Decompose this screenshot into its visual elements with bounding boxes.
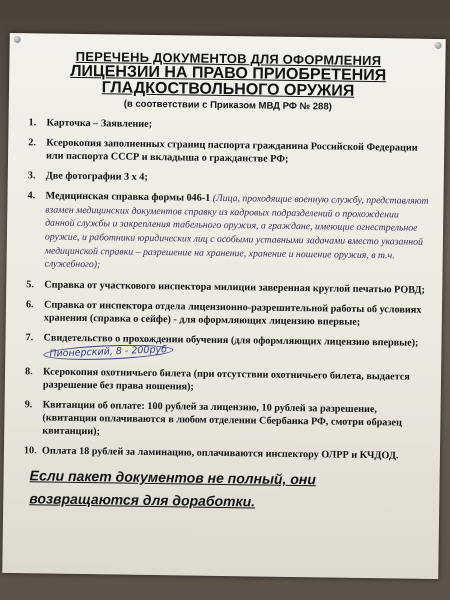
list-item	[24, 170, 430, 189]
item-text: Ксерокопия охотничьего билета (при отсутствии охотничьего билета, выдается разрешение без права ношения);	[42, 366, 410, 393]
list-item	[20, 444, 426, 463]
item-number: 8.	[24, 366, 33, 378]
item-number: 6.	[25, 298, 34, 310]
item-note: (Лица, проходящие военную службу, представляют взамен медицинских документов справку из кадровых подразделений о прохождении данной службы и закрепления табельного оружия, а граждане, имеющие огнестрельное оружие, и работники юридических лиц с особыми уставными задачами вместо указанной медицинской справки – разрешение на хранение, хранение и ношение оружия, в т.ч. служебного);	[44, 193, 429, 271]
notice-poster	[2, 33, 445, 579]
item-text: Оплата 18 рублей за ламинацию, оплачиваются инспектору ОЛРР и КЧДОД.	[41, 445, 399, 462]
item-number: 5.	[26, 278, 35, 290]
pin-icon	[435, 42, 442, 49]
list-item	[21, 365, 427, 397]
item-number: 4.	[27, 190, 36, 202]
list-item	[21, 331, 427, 364]
title-line-2: ЛИЦЕНЗИИ НА ПРАВО ПРИОБРЕТЕНИЯ	[70, 62, 387, 84]
item-text: Свидетельство о прохождении обучения (для оформляющих лицензию впервые);	[43, 332, 419, 349]
item-text: Справка от участкового инспектора милиции заверенная круглой печатью РОВД;	[44, 279, 426, 296]
footer-line-1: Если пакет документов не полный, они	[29, 467, 316, 488]
item-text: Справка от инспектора отдела лицензионно-разрешительной работы об условиях хранения (справка о сейфе) - для оформляющих лицензию впервые;	[43, 299, 422, 328]
list-item	[22, 298, 428, 330]
item-number: 2.	[28, 137, 36, 149]
handwritten-note: Пионерский, 8 - 200руб	[43, 343, 173, 362]
item-text: Ксерокопия заполненных страниц паспорта гражданина Российской Федерации или паспорта СССР и вкладыша о гражданстве РФ;	[45, 137, 418, 166]
subtitle: (в соответствии с Приказом МВД РФ № 288)	[123, 98, 332, 113]
item-number: 3.	[27, 170, 36, 182]
footer-warning	[19, 464, 426, 514]
item-text: Карточка – Заявление;	[46, 117, 153, 131]
item-number: 1.	[28, 117, 37, 129]
poster-heading	[25, 49, 432, 114]
document-list	[20, 116, 431, 463]
item-text-group	[43, 331, 427, 364]
list-item	[22, 190, 429, 277]
list-item	[24, 136, 430, 168]
item-text: Две фотографии 3 х 4;	[45, 170, 148, 184]
item-text: Квитанции об оплате: 100 рублей за лицензию, 10 рублей за разрешение, (квитанции оплачиваются в любом отделении Сбербанка РФ, смотри образец квитанции);	[42, 399, 402, 438]
footer-line-2: возвращаются для доработки.	[29, 489, 256, 510]
item-number: 10.	[23, 445, 37, 457]
title-line-1: ПЕРЕЧЕНЬ ДОКУМЕНТОВ ДЛЯ ОФОРМЛЕНИЯ	[75, 48, 382, 69]
item-text-group	[44, 190, 429, 277]
list-item	[24, 116, 430, 135]
list-item	[20, 398, 427, 443]
item-number: 7.	[25, 331, 34, 344]
item-number: 9.	[24, 399, 33, 411]
title-line-3: ГЛАДКОСТВОЛЬНОГО ОРУЖИЯ	[101, 79, 355, 101]
pin-icon	[14, 36, 21, 43]
list-item	[22, 278, 428, 297]
item-text: Медицинская справка формы 046-1	[45, 190, 211, 205]
